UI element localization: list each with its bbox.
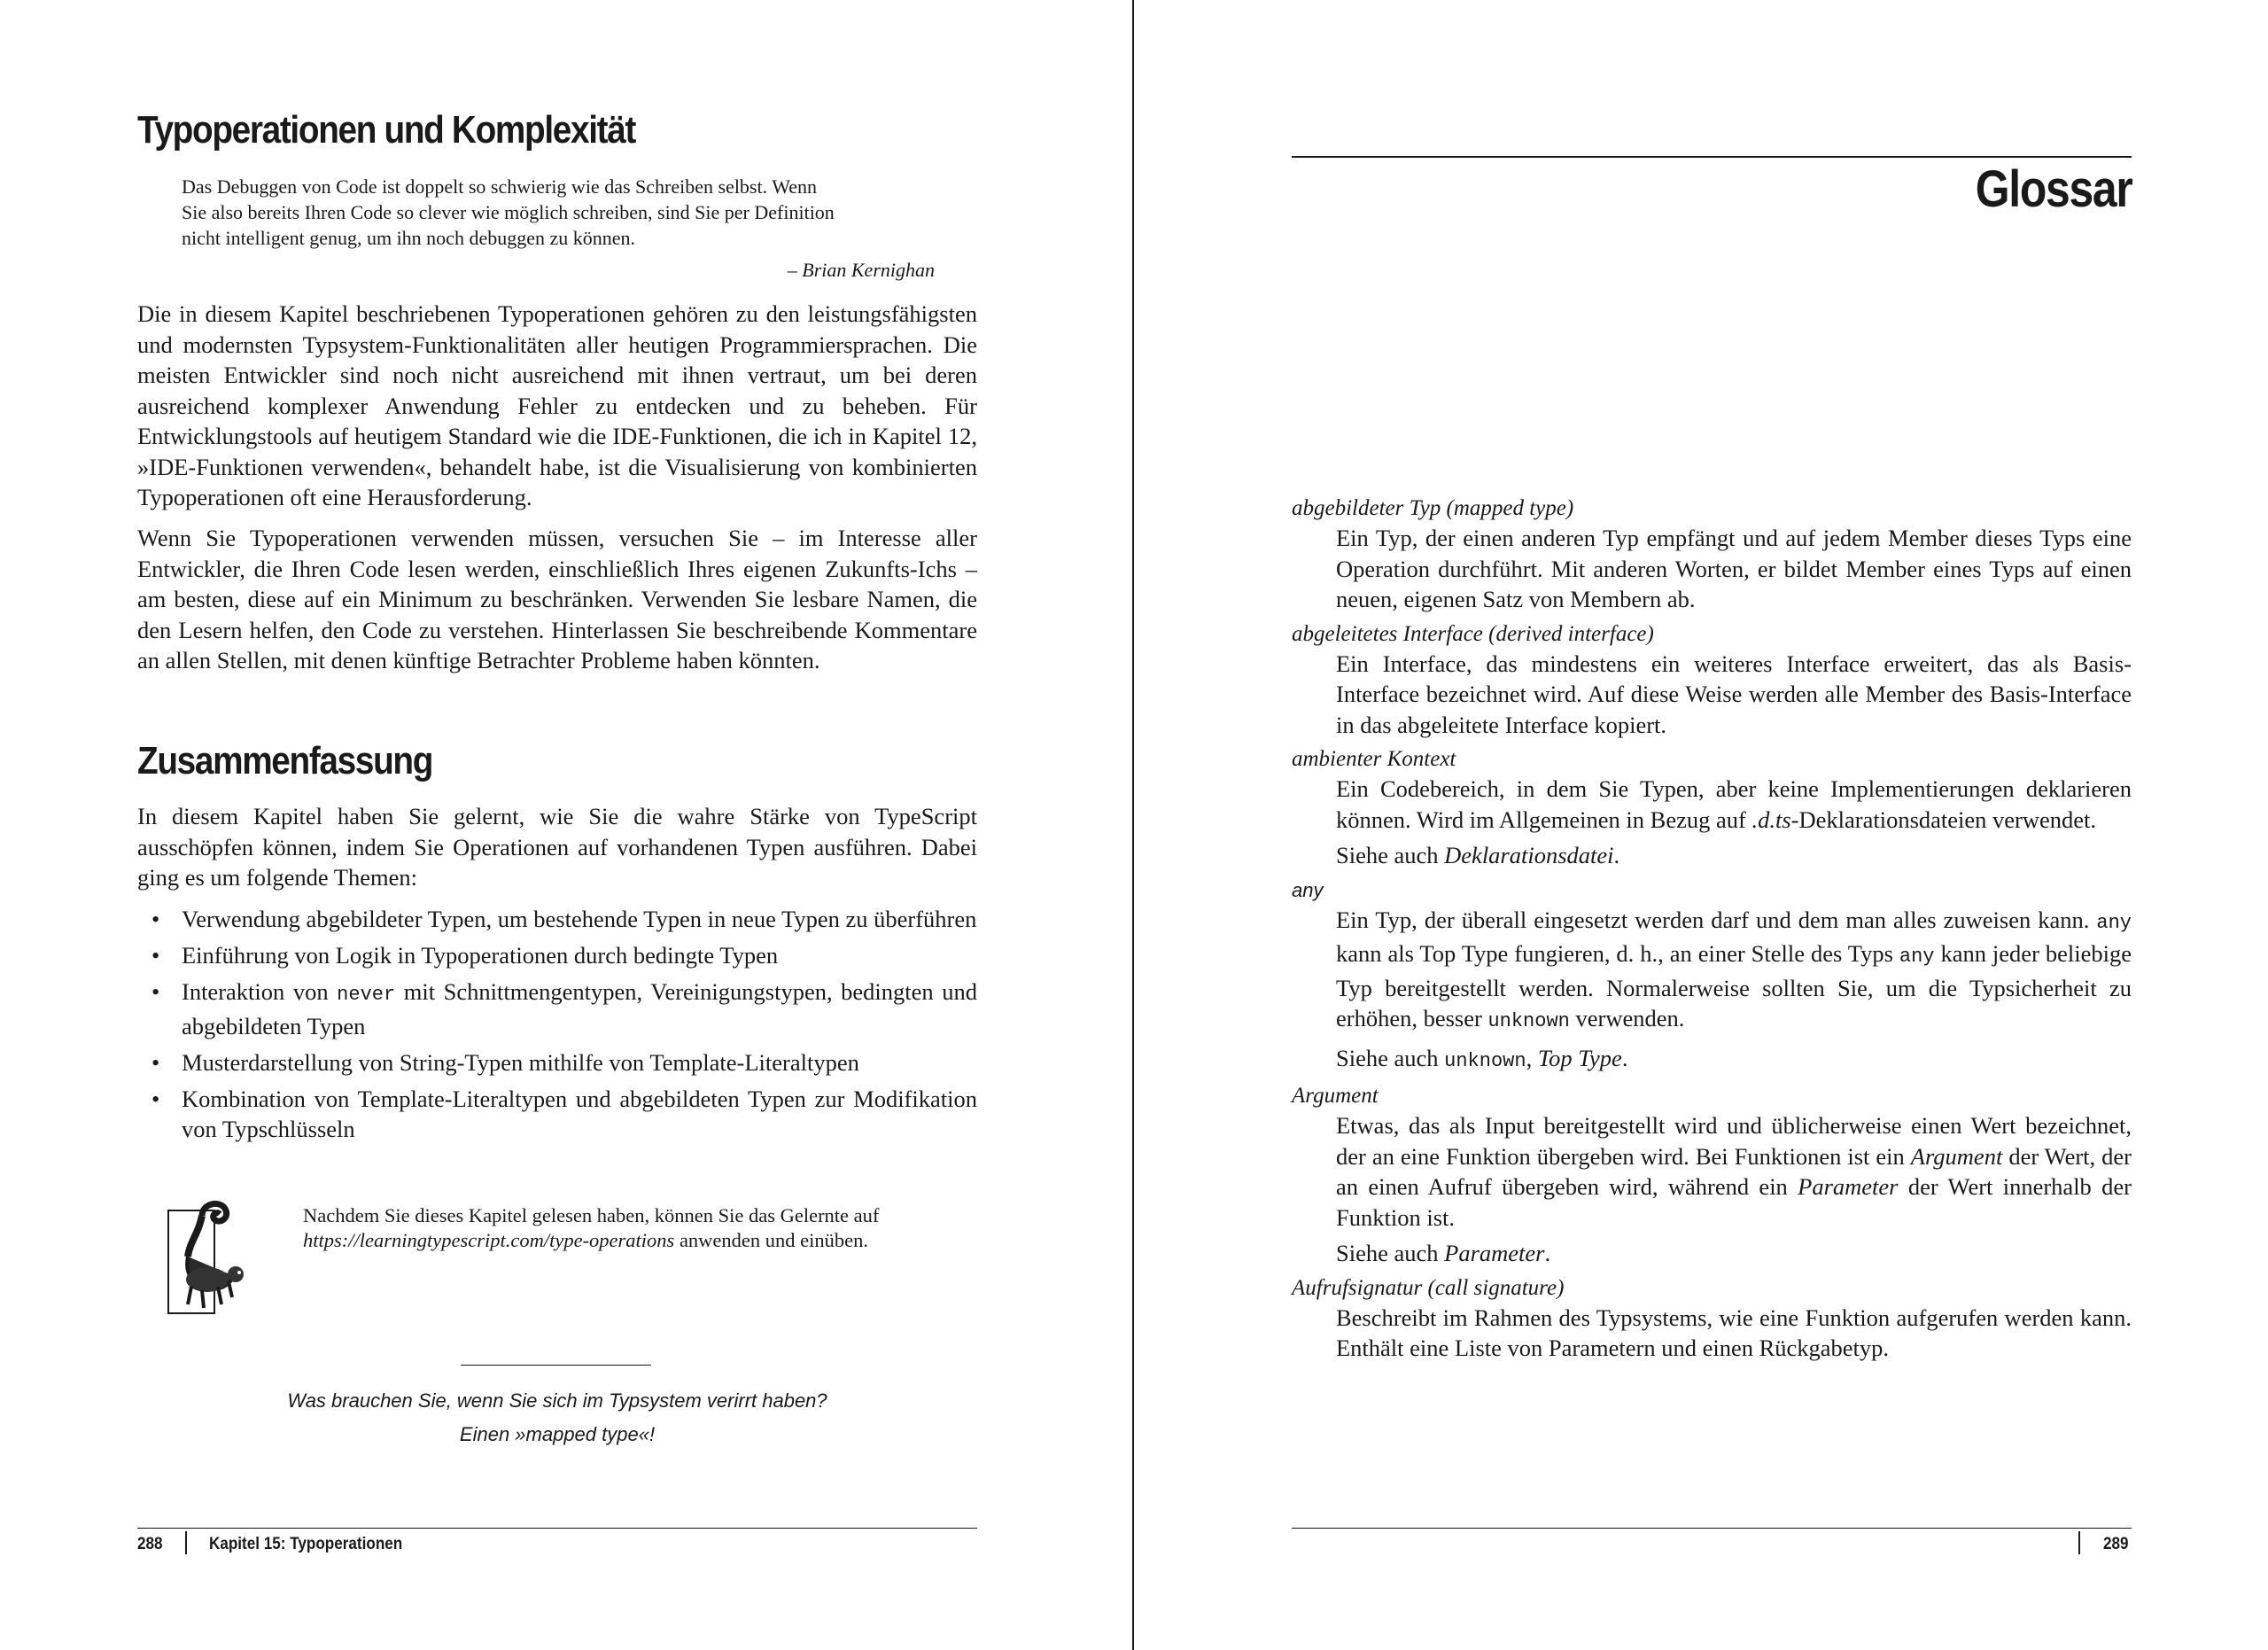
closing-divider [461, 1365, 651, 1366]
definition-text: der Wert, der an einen Aufruf übergeben wird, während ein [1336, 1142, 2132, 1200]
list-item-text: Interaktion von [182, 978, 338, 1005]
footer-separator [2078, 1531, 2080, 1554]
list-item [137, 940, 977, 971]
summary-list [137, 904, 977, 1150]
chapter-header-divider [1292, 156, 2132, 158]
list-item [137, 977, 977, 1041]
epigraph-quote [182, 174, 935, 251]
footer-chapter-title: Kapitel 15: Typoperationen [209, 1535, 403, 1553]
glossary-definition [1292, 774, 2132, 835]
see-also-prefix: Siehe auch [1336, 1044, 1445, 1071]
footer-separator [185, 1531, 187, 1554]
list-item [137, 904, 977, 935]
tip-link[interactable]: https://learningtypescript.com/type-operations [303, 1228, 675, 1251]
see-also-suffix: . [1621, 1044, 1628, 1071]
list-item-text: Einführung von Logik in Typoperationen durch bedingte Typen [182, 942, 779, 969]
definition-text: verwenden. [1569, 1005, 1685, 1031]
glossary-definition: Ein Typ, der einen anderen Typ empfängt und auf jedem Member dieses Typs eine Operation durchführt. Mit anderen Worten, er bildet Member eines Typs auf einen neuen, eigenen Satz von Membern ab. [1336, 525, 2132, 612]
see-also-prefix: Siehe auch [1336, 842, 1445, 868]
lemur-tip-icon [167, 1198, 246, 1315]
see-also [1292, 840, 2132, 871]
list-item [137, 1084, 977, 1145]
closing-question: Was brauchen Sie, wenn Sie sich im Typsystem verirrt haben? [287, 1389, 827, 1412]
see-also-link[interactable]: Parameter [1444, 1240, 1545, 1266]
file-extension: .d.ts [1751, 806, 1791, 833]
list-item [137, 1047, 977, 1078]
see-also-suffix: . [1544, 1240, 1551, 1266]
list-item-text: mit Schnittmengentypen, Vereinigungstypen, bedingten und abgebildeten Typen [182, 978, 977, 1039]
list-item-text: Kombination von Template-Literaltypen und abgebildeten Typen zur Modifikation von Typschlüsseln [182, 1085, 977, 1142]
epigraph-line: Das Debuggen von Code ist doppelt so schwierig wie das Schreiben selbst. Wenn [182, 175, 817, 198]
see-also-link[interactable]: Deklarationsdatei [1444, 842, 1614, 868]
emphasis: Argument [1910, 1142, 2003, 1170]
see-also-prefix: Siehe auch [1336, 1240, 1445, 1266]
definition-text: der Wert innerhalb der Funktion ist. [1336, 1173, 2132, 1231]
epigraph-line: Sie also bereits Ihren Code so clever wie möglich schreiben, sind Sie per Definition [182, 201, 835, 223]
chapter-title: Glossar [1975, 160, 2132, 218]
epigraph-line: nicht intelligent genug, um ihn noch debuggen zu können. [182, 227, 636, 249]
body-paragraph: Die in diesem Kapitel beschriebenen Typoperationen gehören zu den leistungsfähigsten und modernsten Typsystem-Funktionalitäten aller heutigen Programmiersprachen. Die meisten Entwickler sind noch nicht ausreichend mit ihnen vertraut, um bei deren ausreichend komplexer Anwendung Fehler zu entdecken und zu beheben. Für Entwicklungstools auf heutigem Standard wie die IDE-Funktionen, die ich in Kapitel 12, »IDE-Funktionen verwenden«, behandelt habe, ist die Visualisierung von kombinierten Typoperationen oft eine Herausforderung. [137, 300, 977, 510]
page-number: 288 [137, 1535, 163, 1553]
epigraph-author: – Brian Kernighan [787, 259, 935, 281]
glossary-list [1292, 494, 2132, 1369]
footer-divider [137, 1528, 977, 1529]
see-also-separator: , [1526, 1044, 1538, 1071]
inline-code: any [2096, 911, 2132, 934]
see-also [1292, 1238, 2132, 1269]
glossary-definition [1292, 1110, 2132, 1233]
bullet-icon: • [151, 1085, 160, 1112]
glossary-term: any [1292, 878, 1324, 901]
definition-text: kann jeder beliebige Typ bereitgestellt werden. Normalerweise sollten Sie, um die Typsicherheit zu erhöhen, besser [1336, 940, 2132, 1031]
bullet-icon: • [151, 906, 160, 932]
section-title-summary: Zusammenfassung [137, 739, 433, 782]
bullet-icon: • [151, 978, 160, 1005]
see-also-link[interactable]: Top Type [1537, 1044, 1622, 1071]
list-item-text: Verwendung abgebildeter Typen, um bestehende Typen in neue Typen zu überführen [182, 906, 977, 932]
definition-text: Etwas, das als Input bereitgestellt wird und üblicherweise einen Wert bezeichnet, der an eine Funktion übergeben wird. Bei Funktionen ist ein [1336, 1112, 2132, 1170]
glossary-definition: Ein Interface, das mindestens ein weiteres Interface erweitert, das als Basis-Interface bezeichnet wird. Auf diese Weise werden alle Member des Basis-Interface in das abgeleitete Interface kopiert. [1336, 650, 2132, 738]
glossary-term: Aufrufsignatur (call signature) [1292, 1275, 1565, 1300]
tip-text [303, 1203, 914, 1252]
tip-text-start: Nachdem Sie dieses Kapitel gelesen haben, können Sie das Gelernte auf [303, 1204, 880, 1226]
definition-text: kann als Top Type fungieren, d. h., an einer Stelle des Typs [1336, 940, 1899, 967]
tip-text-end: anwenden und einüben. [674, 1228, 868, 1251]
glossary-term: abgeleitetes Interface (derived interface) [1292, 621, 1654, 646]
section-title-complexity: Typoperationen und Komplexität [137, 108, 636, 152]
inline-code: unknown [1487, 1010, 1570, 1032]
body-paragraph: In diesem Kapitel haben Sie gelernt, wie Sie die wahre Stärke von TypeScript ausschöpfen können, indem Sie Operationen auf vorhandenen Typen ausführen. Dabei ging es um folgende Themen: [137, 803, 977, 891]
definition-text: Ein Typ, der überall eingesetzt werden darf und dem man alles zuweisen kann. [1336, 906, 2097, 933]
footer-divider [1292, 1528, 2132, 1529]
glossary-term: abgebildeter Typ (mapped type) [1292, 496, 1574, 520]
see-also-suffix: . [1613, 842, 1620, 868]
glossary-term: Argument [1292, 1084, 1379, 1108]
definition-text: -Deklarationsdateien verwendet. [1790, 806, 2097, 833]
see-also [1292, 1043, 2132, 1078]
inline-code: any [1899, 946, 1935, 968]
bullet-icon: • [151, 942, 160, 969]
glossary-definition [1292, 905, 2132, 1038]
glossary-definition: Beschreibt im Rahmen des Typsystems, wie eine Funktion aufgerufen werden kann. Enthält eine Liste von Parametern und einen Rückgabetyp. [1336, 1304, 2132, 1361]
right-page [1134, 0, 2268, 1650]
list-item-text: Musterdarstellung von String-Typen mithilfe von Template-Literaltypen [182, 1048, 859, 1076]
see-also-code-link[interactable]: unknown [1444, 1049, 1526, 1072]
closing-answer: Einen »mapped type«! [459, 1423, 656, 1445]
inline-code: never [337, 984, 396, 1006]
body-paragraph: Wenn Sie Typoperationen verwenden müssen, versuchen Sie – im Interesse aller Entwickler, die Ihren Code lesen werden, einschließlich Ihres eigenen Zukunfts-Ichs – am besten, diese auf ein Minimum zu beschränken. Verwenden Sie lesbare Namen, die den Lesern helfen, den Code zu verstehen. Hinterlassen Sie beschreibende Kommentare an allen Stellen, mit denen künftige Betrachter Probleme haben könnten. [137, 525, 977, 673]
page-number: 289 [2103, 1535, 2129, 1553]
emphasis: Parameter [1798, 1173, 1899, 1200]
glossary-term: ambienter Kontext [1292, 747, 1456, 771]
definition-text: Ein Codebereich, in dem Sie Typen, aber keine Implementierungen deklarieren können. Wird im Allgemeinen in Bezug auf [1336, 775, 2132, 833]
bullet-icon: • [151, 1048, 160, 1076]
